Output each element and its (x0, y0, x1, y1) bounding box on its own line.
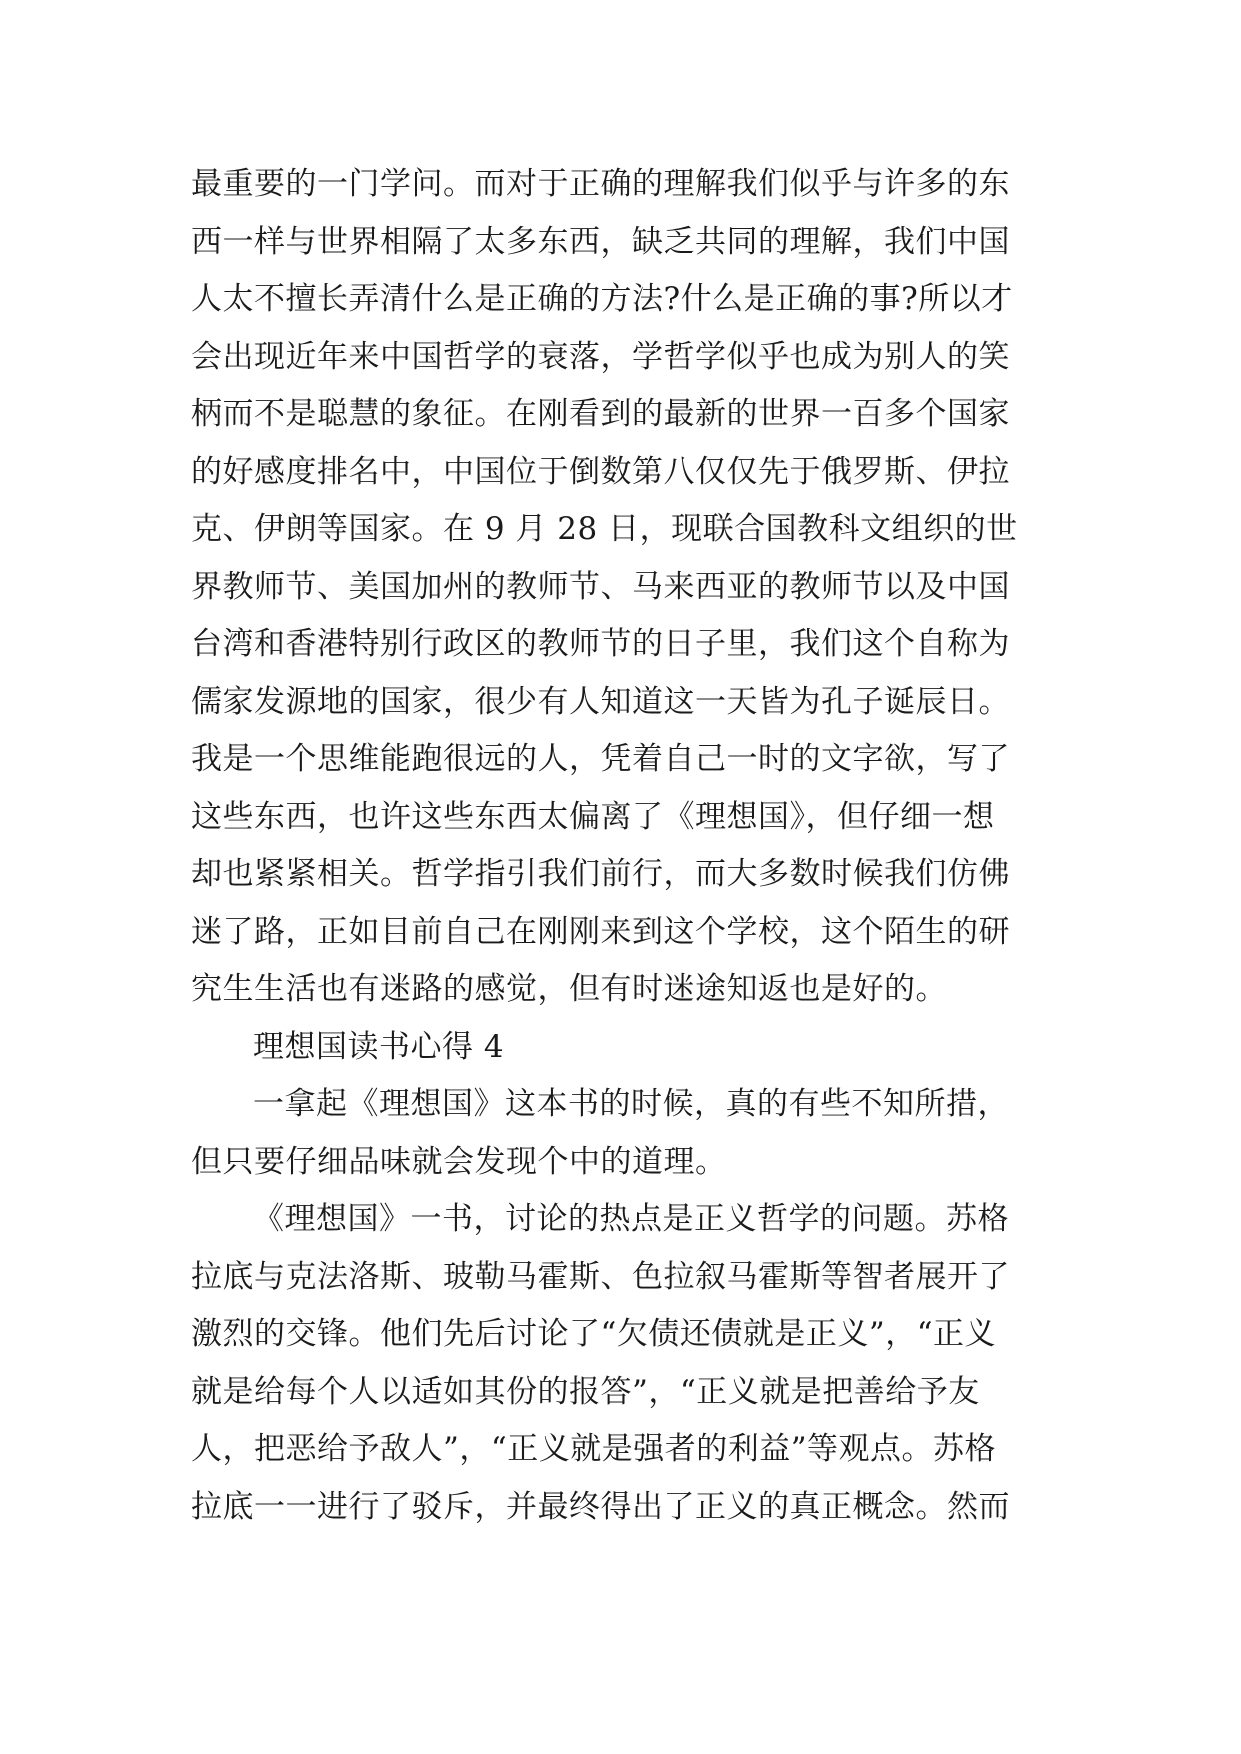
text-line: 最重要的一门学问。而对于正确的理解我们似乎与许多的东 (191, 166, 1010, 202)
text-line: 柄而不是聪慧的象征。在刚看到的最新的世界一百多个国家 (191, 396, 1010, 432)
text-line: 《理想国》一书，讨论的热点是正义哲学的问题。苏格 (253, 1201, 1009, 1237)
text-line: 拉底与克法洛斯、玻勒马霍斯、色拉叙马霍斯等智者展开了 (191, 1258, 1010, 1295)
text-line: 人，把恶给予敌人”，“正义就是强者的利益”等观点。苏格 (191, 1431, 997, 1467)
document-body (191, 156, 1071, 1536)
paragraph-2 (191, 1076, 1071, 1191)
section-heading: 理想国读书心得 4 (253, 1028, 505, 1065)
text-line: 迷了路，正如目前自己在刚刚来到这个学校，这个陌生的研 (191, 913, 1010, 950)
text-line: 西一样与世界相隔了太多东西，缺乏共同的理解，我们中国 (191, 223, 1010, 260)
text-line: 激烈的交锋。他们先后讨论了“欠债还债就是正义”，“正义 (191, 1316, 997, 1352)
text-line: 台湾和香港特别行政区的教师节的日子里，我们这个自称为 (191, 626, 1010, 662)
text-line: 我是一个思维能跑很远的人，凭着自己一时的文字欲，写了 (191, 741, 1010, 777)
text-line: 克、伊朗等国家。在 9 月 28 日，现联合国教科文组织的世 (191, 511, 1018, 547)
text-line: 界教师节、美国加州的教师节、马来西亚的教师节以及中国 (191, 568, 1010, 605)
paragraph-3 (191, 1191, 1071, 1536)
text-line: 但只要仔细品味就会发现个中的道理。 (191, 1143, 727, 1180)
text-line: 就是给每个人以适如其份的报答”，“正义就是把善给予友 (191, 1373, 980, 1410)
text-line: 儒家发源地的国家，很少有人知道这一天皆为孔子诞辰日。 (191, 683, 1010, 720)
text-line: 的好感度排名中，中国位于倒数第八仅仅先于俄罗斯、伊拉 (191, 453, 1010, 490)
text-line: 人太不擅长弄清什么是正确的方法?什么是正确的事?所以才 (191, 281, 1013, 317)
text-line: 拉底一一进行了驳斥，并最终得出了正义的真正概念。然而 (191, 1488, 1010, 1525)
text-line: 究生生活也有迷路的感觉，但有时迷途知返也是好的。 (191, 971, 947, 1007)
text-line: 一拿起《理想国》这本书的时候，真的有些不知所措， (253, 1086, 1009, 1122)
text-line: 这些东西，也许这些东西太偏离了《理想国》，但仔细一想 (191, 798, 995, 835)
paragraph-1 (191, 156, 1071, 1019)
text-line: 却也紧紧相关。哲学指引我们前行，而大多数时候我们仿佛 (191, 856, 1010, 892)
text-line: 会出现近年来中国哲学的衰落，学哲学似乎也成为别人的笑 (191, 338, 1010, 375)
